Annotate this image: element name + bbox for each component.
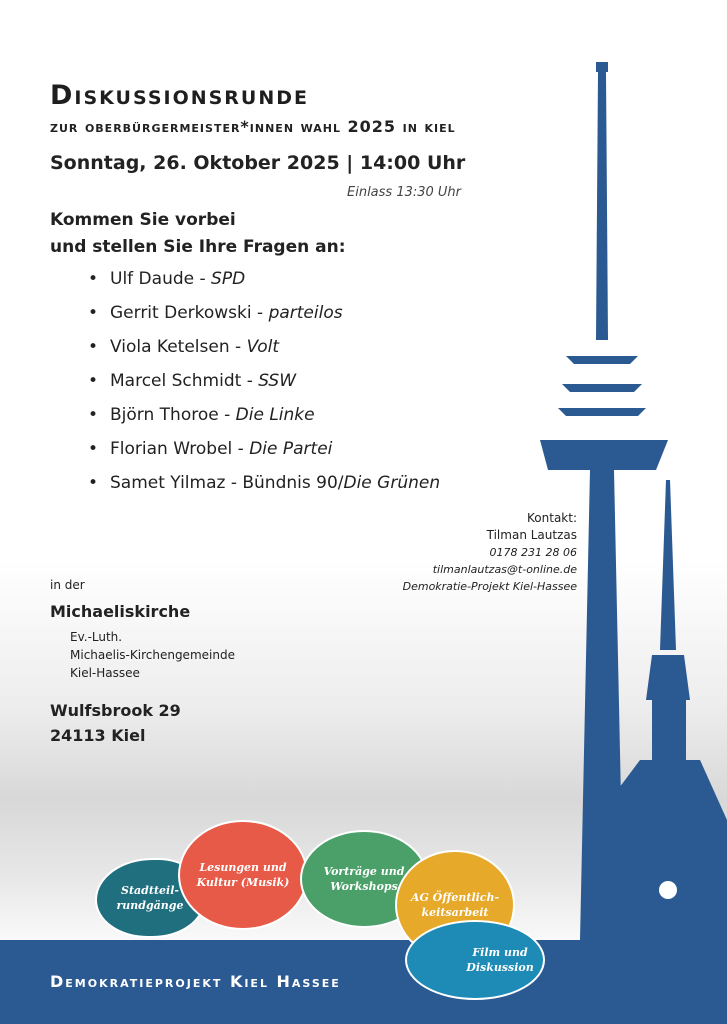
list-item: • Marcel Schmidt - SSW [88, 371, 297, 391]
list-item: • Florian Wrobel - Die Partei [88, 439, 333, 459]
event-date: Sonntag, 26. Oktober 2025 | 14:00 Uhr [50, 152, 466, 174]
list-item: • Björn Thoroe - Die Linke [88, 405, 315, 425]
venue-parish: Ev.-Luth. Michaelis-Kirchengemeinde Kiel-Hassee [70, 630, 235, 680]
contact-block: Kontakt: Tilman Lautzas 0178 231 28 06 tilmanlautzas@t-online.de Demokratie-Projekt Kiel-Hassee [402, 511, 577, 593]
intro-line: Kommen Sie vorbei [50, 210, 236, 230]
list-item: • Samet Yilmaz - Bündnis 90/Die Grünen [88, 473, 441, 493]
list-item: • Ulf Daude - SPD [88, 269, 246, 289]
page-title: Diskussionsrunde [50, 80, 310, 111]
footer-title: Demokratieprojekt Kiel Hassee [50, 972, 341, 991]
bubble-lesungen: Lesungen und Kultur (Musik) [178, 820, 308, 930]
bubble-film: Film und Diskussion [405, 920, 545, 1000]
venue-name: Michaeliskirche [50, 602, 191, 621]
venue-address: Wulfsbrook 29 24113 Kiel [50, 701, 181, 745]
intro-line: und stellen Sie Ihre Fragen an: [50, 237, 346, 257]
contact-phone: 0178 231 28 06 [489, 546, 577, 559]
intro-text [50, 207, 346, 261]
contact-email: tilmanlautzas@t-online.de [432, 563, 577, 576]
bubble-vortraege: Vorträge und Workshops [300, 830, 428, 928]
bubble-stadtteil: Stadtteil- rundgänge [95, 858, 205, 938]
admission-time: Einlass 13:30 Uhr [347, 185, 462, 200]
list-item: • Gerrit Derkowski - parteilos [88, 303, 343, 323]
bubble-ag: AG Öffentlich- keitsarbeit [395, 850, 515, 960]
subtitle: zur oberbürgermeister*innen wahl 2025 in kiel [50, 117, 456, 136]
candidate-list [88, 269, 440, 507]
list-item: • Viola Ketelsen - Volt [88, 337, 280, 357]
